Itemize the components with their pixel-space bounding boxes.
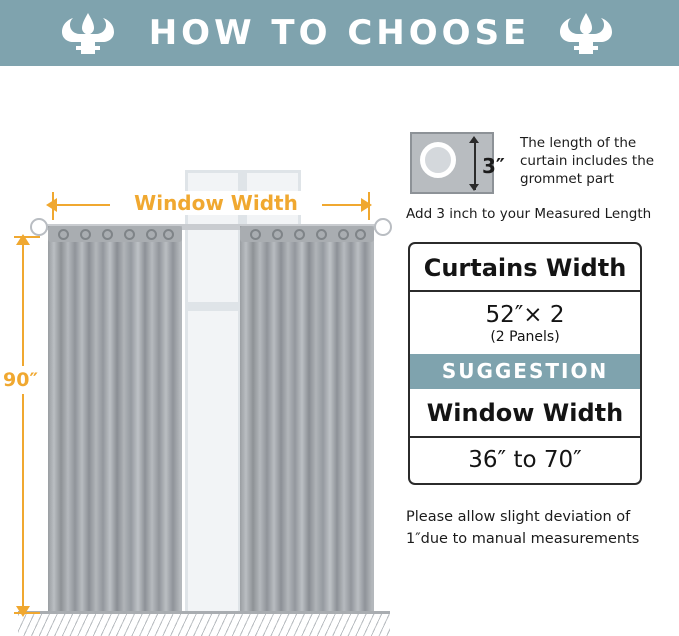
page-title: HOW TO CHOOSE: [148, 13, 531, 53]
curtain-panel-right: [240, 226, 374, 636]
grommet-icon: [316, 229, 327, 240]
card-window-width-title: Window Width: [410, 389, 640, 438]
rod-finial-left: [30, 218, 48, 236]
size-suggestion-card: [408, 242, 642, 485]
curtain-height-label: 90″: [2, 366, 39, 394]
right-info-column: [404, 66, 666, 636]
arrow-up-icon: [469, 136, 479, 143]
header-banner: [0, 0, 679, 66]
grommet-icon: [58, 229, 69, 240]
height-measure-line: [22, 242, 24, 614]
grommet-icon: [102, 229, 113, 240]
add-length-note-text: Add 3 inch to your Measured Length: [406, 206, 652, 222]
fleur-de-lis-icon: [58, 11, 118, 55]
grommet-detail-illustration: [410, 132, 505, 194]
grommet-icon: [250, 229, 261, 240]
curtain-header-right: [240, 226, 374, 242]
arrow-down-icon: [16, 606, 30, 617]
grommet-size-label: 3″: [482, 154, 505, 178]
grommet-icon: [163, 229, 174, 240]
arrow-left-icon: [46, 198, 57, 212]
arrow-down-icon: [469, 184, 479, 191]
grommet-icon: [80, 229, 91, 240]
curtain-panel-left: [48, 226, 182, 636]
fleur-de-lis-icon: [556, 11, 616, 55]
curtain-window-illustration: [0, 66, 400, 636]
card-title: Curtains Width: [410, 244, 640, 292]
suggestion-banner: SUGGESTION: [410, 354, 640, 389]
grommet-ring-icon: [420, 142, 456, 178]
card-panel-count: (2 Panels): [490, 329, 560, 345]
grommet-icon: [272, 229, 283, 240]
grommet-icon: [355, 229, 366, 240]
grommet-icon: [294, 229, 305, 240]
window-width-measure-label: Window Width: [110, 191, 322, 215]
arrow-up-icon: [16, 234, 30, 245]
grommet-icon: [146, 229, 157, 240]
card-curtain-size: 52″× 2: [485, 302, 565, 328]
deviation-note-text: Please allow slight deviation of 1″due to manual measurements: [406, 509, 640, 547]
grommet-icon: [338, 229, 349, 240]
grommet-note-text: The length of the curtain includes the grommet part: [520, 135, 655, 187]
grommet-measure-line: [474, 140, 476, 190]
floor-hatching: [18, 614, 390, 636]
curtain-header-left: [48, 226, 182, 242]
arrow-right-icon: [361, 198, 372, 212]
rod-finial-right: [374, 218, 392, 236]
grommet-icon: [124, 229, 135, 240]
card-window-width-range: 36″ to 70″: [468, 447, 582, 473]
